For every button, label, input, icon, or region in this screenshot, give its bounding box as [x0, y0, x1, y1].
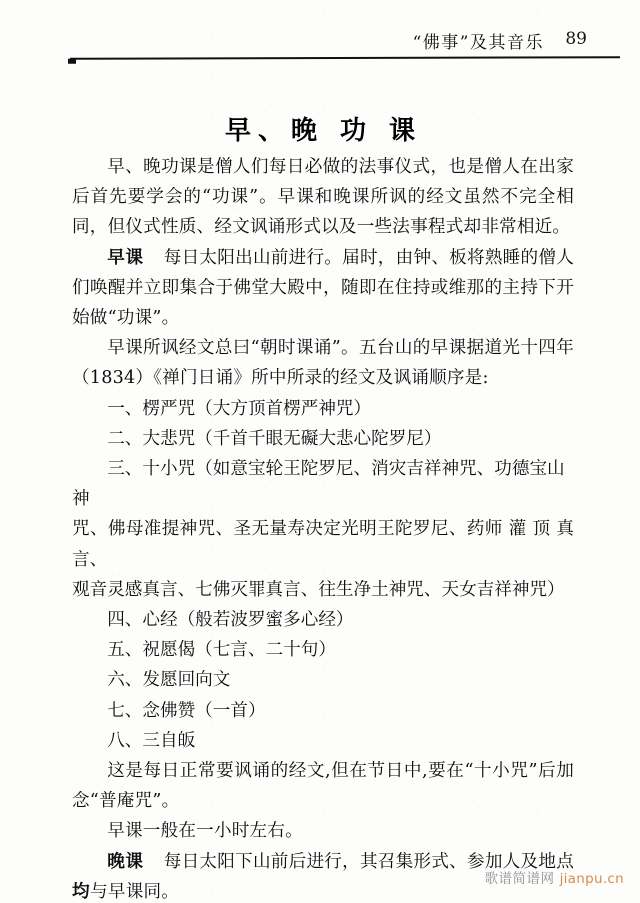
paragraph-festival-note: 这是每日正常要讽诵的经文,但在节日中,要在“十小咒”后加念“普庵咒”。	[72, 761, 574, 812]
list-item-number: 四、	[107, 610, 143, 631]
page-number: 89	[565, 29, 587, 49]
watermark	[485, 867, 624, 887]
list-item-text: 十小咒（如意宝轮王陀罗尼、消灾吉祥神咒、功德宝山神	[72, 459, 565, 510]
body-text-column	[72, 152, 574, 903]
list-item	[72, 424, 574, 454]
list-item-text: 心经（般若波罗蜜多心经）	[142, 610, 354, 631]
list-item-number: 五、	[107, 640, 143, 661]
list-item	[72, 726, 574, 756]
list-item-text: 念佛赞（一首）	[142, 700, 266, 721]
paragraph-lead-morning: 早课	[107, 246, 144, 268]
paragraph-morning-body: 每日太阳出山前进行。届时，由钟、板将熟睡的僧人们唤醒并立即集合于佛堂大殿中，随即在住持或维那的主持下开始做“功课”。	[72, 247, 574, 329]
header-title: “佛事”及其音乐	[412, 33, 544, 53]
watermark-site-name: 歌谱简谱网	[484, 871, 555, 887]
list-item	[72, 394, 574, 424]
list-item-number: 三、	[107, 459, 143, 480]
list-item	[72, 635, 574, 665]
list-item-text: 发愿回向文	[142, 670, 231, 691]
list-item-text: 祝愿偈（七言、二十句）	[142, 640, 336, 661]
list-item-text: 三自皈	[142, 730, 196, 751]
list-item-number: 八、	[107, 730, 143, 751]
list-item	[72, 605, 574, 635]
list-item-text: 大悲咒（千首千眼无礙大悲心陀罗尼）	[142, 428, 442, 449]
list-item-number: 七、	[107, 700, 143, 721]
list-item-number: 六、	[107, 670, 143, 691]
list-item-text: 楞严咒（大方顶首楞严神咒）	[142, 398, 372, 419]
page-title: 早、晚 功 课	[224, 116, 423, 147]
watermark-url: jianpu.cn	[559, 871, 624, 887]
running-header	[0, 28, 640, 54]
list-item-number: 二、	[107, 428, 143, 449]
header-rule-divider	[70, 56, 620, 60]
list-item	[72, 665, 574, 695]
list-item-continuation: 观音灵感真言、七佛灭罪真言、往生净土神咒、天女吉祥神咒）	[72, 579, 565, 600]
list-item-continuation: 咒、佛母准提神咒、圣无量寿决定光明王陀罗尼、药师 灌 顶 真 言、	[72, 519, 574, 570]
list-item	[72, 696, 574, 726]
paragraph-evening-bold-tail: 均	[72, 880, 91, 902]
paragraph-intro: 早、晚功课是僧人们每日必做的法事仪式，也是僧人在出家后首先要学会的“功课”。早课和晚课所讽的经文虽然不完全相同，但仪式性质、经文讽诵形式以及一些法事程式却非常相近。	[72, 157, 574, 238]
paragraph-lead-evening: 晚课	[107, 850, 144, 872]
list-item	[72, 454, 574, 514]
paragraph-morning-session	[72, 243, 574, 334]
paragraph-evening-body-b: 与早课同。	[90, 881, 180, 902]
paragraph-evening-body-a: 每日太阳下山前后进行，其召集形式、参加人及地点	[163, 851, 574, 872]
paragraph-duration: 早课一般在一小时左右。	[107, 821, 303, 842]
paragraph-scripture-source: 早课所讽经文总曰“朝时课诵”。五台山的早课据道光十四年（1834）《禅门日诵》所中所录的经文及讽诵顺序是:	[72, 338, 574, 389]
list-item-number: 一、	[107, 398, 143, 419]
